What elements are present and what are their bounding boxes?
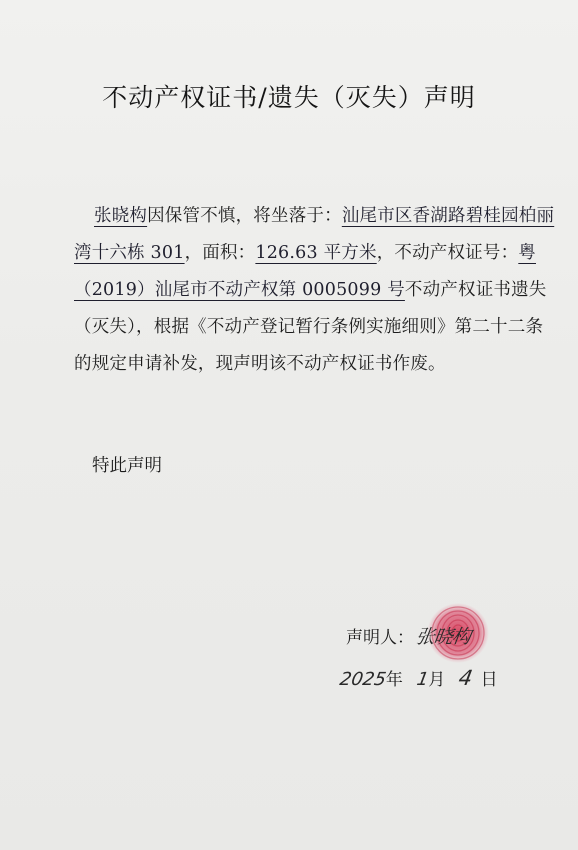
statement-text-1: 因保管不慎，将坐落于：: [147, 206, 342, 226]
statement-text-3: ，不动产权证号：: [376, 243, 519, 263]
property-address: 汕尾市区香湖路碧桂园柏丽湾十六栋 301: [74, 206, 555, 263]
date-day: 4: [457, 666, 475, 690]
statement-date: [340, 665, 498, 690]
date-day-unit: 日: [480, 670, 498, 690]
declarant-line: [346, 622, 470, 649]
statement-text-2: ，面积：: [184, 243, 256, 263]
handwritten-signature: 张晓构: [414, 626, 472, 648]
closing-remark: 特此声明: [92, 456, 162, 476]
date-month: 1: [414, 669, 431, 690]
owner-name: 张晓构: [94, 206, 148, 226]
property-area: 126.63 平方米: [255, 243, 377, 263]
date-year-unit: 年: [385, 670, 403, 690]
declarant-label: 声明人：: [346, 628, 414, 648]
statement-body: [74, 198, 556, 383]
certificate-number: 粤（2019）汕尾市不动产权第 0005099 号: [74, 243, 536, 300]
date-month-unit: 月: [428, 670, 446, 690]
date-year: 2025: [338, 669, 388, 690]
page-title: 不动产权证书/遗失（灭失）声明: [102, 83, 476, 112]
statement-text-4: 不动产权证书遗失（灭失），根据《不动产登记暂行条例实施细则》第二十二条的规定申请补发，现声明该不动产权证书作废。: [74, 280, 547, 374]
